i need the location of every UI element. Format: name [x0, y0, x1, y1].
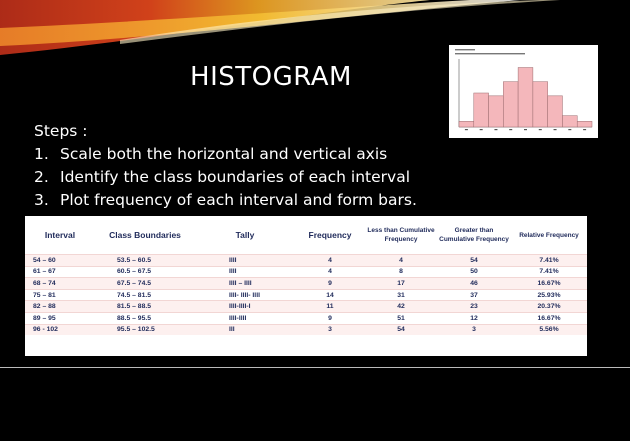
- cell-interval: 75 – 81: [25, 289, 95, 301]
- header-class-boundaries: Class Boundaries: [109, 230, 181, 240]
- cell-class-boundaries: 53.5 – 60.5: [95, 255, 195, 267]
- thumbnail-tick-label: [480, 129, 483, 130]
- cell-class-boundaries: 60.5 – 67.5: [95, 266, 195, 278]
- cell-frequency: 11: [295, 301, 365, 313]
- step-item: [34, 166, 417, 189]
- thumbnail-tick-label: [524, 129, 527, 130]
- thumbnail-histogram-bar: [489, 96, 504, 127]
- cell-greater-than-cf: 50: [437, 266, 511, 278]
- cell-less-than-cf: 8: [365, 266, 437, 278]
- table-row: [25, 255, 587, 267]
- cell-tally: IIII: [195, 255, 295, 267]
- thumbnail-histogram-bar: [577, 121, 592, 127]
- thumbnail-histogram-bar: [503, 82, 518, 127]
- table-row: [25, 312, 587, 324]
- thumbnail-tick-label: [509, 129, 512, 130]
- cell-interval: 54 – 60: [25, 255, 95, 267]
- cell-relative-frequency: 20.37%: [511, 301, 587, 313]
- cell-greater-than-cf: 3: [437, 324, 511, 335]
- cell-relative-frequency: 5.56%: [511, 324, 587, 335]
- step-text: Scale both the horizontal and vertical axis: [60, 145, 388, 163]
- cell-interval: 89 – 95: [25, 312, 95, 324]
- cell-less-than-cf: 51: [365, 312, 437, 324]
- cell-less-than-cf: 4: [365, 255, 437, 267]
- thumbnail-tick-label: [554, 129, 557, 130]
- cell-class-boundaries: 67.5 – 74.5: [95, 278, 195, 290]
- thumbnail-histogram-bar: [548, 96, 563, 127]
- cell-greater-than-cf: 37: [437, 289, 511, 301]
- thumbnail-tick-label: [568, 129, 571, 130]
- cell-tally: III: [195, 324, 295, 335]
- frequency-table: [25, 216, 587, 335]
- header-frequency: Frequency: [308, 230, 352, 240]
- histogram-thumbnail-image: [449, 45, 598, 138]
- thumbnail-histogram-bar: [459, 121, 474, 127]
- cell-greater-than-cf: 46: [437, 278, 511, 290]
- cell-frequency: 3: [295, 324, 365, 335]
- step-text: Identify the class boundaries of each interval: [60, 168, 410, 186]
- thumbnail-title-line: [455, 53, 525, 54]
- cell-interval: 61 – 67: [25, 266, 95, 278]
- table-row: [25, 266, 587, 278]
- thumbnail-tick-label: [539, 129, 542, 130]
- cell-interval: 96 - 102: [25, 324, 95, 335]
- cell-tally: IIII: [195, 266, 295, 278]
- step-item: [34, 143, 417, 166]
- divider-line: [0, 367, 630, 368]
- step-number: 2.: [34, 168, 49, 186]
- table-header-row: [25, 216, 587, 255]
- cell-class-boundaries: 95.5 – 102.5: [95, 324, 195, 335]
- table-row: [25, 301, 587, 313]
- thumbnail-histogram-bar: [533, 82, 548, 127]
- cell-frequency: 4: [295, 255, 365, 267]
- steps-list: [34, 120, 417, 212]
- cell-less-than-cf: 42: [365, 301, 437, 313]
- thumbnail-histogram-bar: [518, 68, 533, 128]
- cell-frequency: 4: [295, 266, 365, 278]
- cell-interval: 68 – 74: [25, 278, 95, 290]
- cell-frequency: 14: [295, 289, 365, 301]
- thumbnail-title-line: [455, 49, 475, 50]
- cell-less-than-cf: 17: [365, 278, 437, 290]
- cell-less-than-cf: 54: [365, 324, 437, 335]
- thumbnail-tick-label: [583, 129, 586, 130]
- cell-greater-than-cf: 23: [437, 301, 511, 313]
- cell-frequency: 9: [295, 312, 365, 324]
- thumbnail-histogram-bar: [562, 116, 577, 127]
- cell-tally: IIII-IIII: [195, 312, 295, 324]
- cell-tally: IIII- IIII- IIII: [195, 289, 295, 301]
- thumbnail-histogram-bar: [474, 93, 489, 127]
- cell-greater-than-cf: 54: [437, 255, 511, 267]
- cell-class-boundaries: 88.5 – 95.5: [95, 312, 195, 324]
- cell-class-boundaries: 74.5 – 81.5: [95, 289, 195, 301]
- cell-greater-than-cf: 12: [437, 312, 511, 324]
- cell-relative-frequency: 7.41%: [511, 266, 587, 278]
- header-interval: Interval: [44, 230, 76, 240]
- cell-class-boundaries: 81.5 – 88.5: [95, 301, 195, 313]
- cell-interval: 82 – 88: [25, 301, 95, 313]
- frequency-table-image: [25, 216, 587, 356]
- header-tally: Tally: [235, 230, 255, 240]
- header-greater-than-cumulative: Greater than Cumulative Frequency: [439, 227, 509, 243]
- cell-relative-frequency: 25.93%: [511, 289, 587, 301]
- step-number: 1.: [34, 145, 49, 163]
- cell-tally: IIII-IIII-I: [195, 301, 295, 313]
- cell-frequency: 9: [295, 278, 365, 290]
- step-item: [34, 189, 417, 212]
- header-relative-frequency: Relative Frequency: [519, 231, 579, 239]
- cell-relative-frequency: 16.67%: [511, 278, 587, 290]
- cell-tally: IIII – IIII: [195, 278, 295, 290]
- thumbnail-tick-label: [465, 129, 468, 130]
- cell-relative-frequency: 7.41%: [511, 255, 587, 267]
- table-row: [25, 324, 587, 335]
- thumbnail-tick-label: [494, 129, 497, 130]
- cell-less-than-cf: 31: [365, 289, 437, 301]
- step-text: Plot frequency of each interval and form bars.: [60, 191, 417, 209]
- table-row: [25, 289, 587, 301]
- header-less-than-cumulative: Less than Cumulative Frequency: [367, 227, 435, 243]
- step-number: 3.: [34, 191, 49, 209]
- table-row: [25, 278, 587, 290]
- slide-title: HISTOGRAM: [190, 62, 352, 92]
- cell-relative-frequency: 16.67%: [511, 312, 587, 324]
- steps-heading: Steps :: [34, 122, 88, 140]
